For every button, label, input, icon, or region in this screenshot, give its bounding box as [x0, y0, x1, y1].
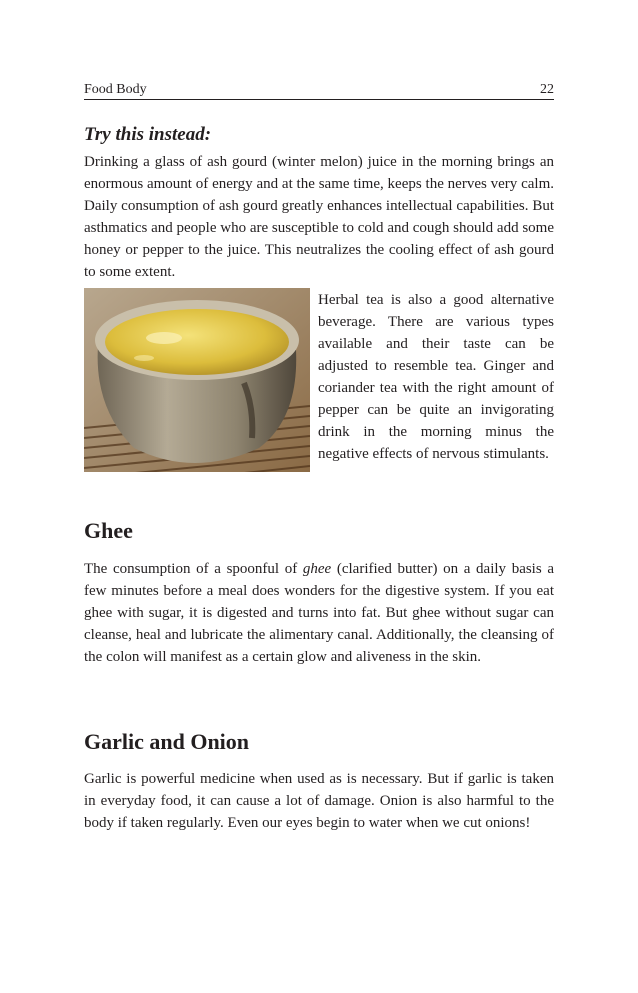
- ash-gourd-paragraph: Drinking a glass of ash gourd (winter melon) juice in the morning brings an enormous amount of energy and at the same time, keeps the nerves very calm. Daily consumption of ash gourd greatly enhances intellectual capabilities. But asthmatics and people who are susceptible to cold and cough should add some honey or pepper to the juice. This neutralizes the cooling effect of ash gourd to some extent.: [84, 154, 554, 280]
- book-title: Food Body: [84, 82, 147, 97]
- ghee-text-before: The consumption of a spoonful of: [84, 561, 303, 577]
- ghee-text-after: (clarified butter) on a daily basis a few minutes before a meal does wonders for the digestive system. If you eat ghee with sugar, it is digested and turns into fat. But ghee without sugar can cleanse, heal and lubricate the alimentary canal. Additionally, the cleansing of the colon will manifest as a certain glow and aliveness in the skin.: [84, 561, 554, 665]
- running-header: [84, 80, 554, 100]
- try-instead-heading: Try this instead:: [84, 124, 212, 145]
- herbal-tea-paragraph: Herbal tea is also a good alternative beverage. There are various types available and their taste can be adjusted to resemble tea. Ginger and coriander tea with the right amount of pepper can be quite an invigorating drink in the morning minus the negative effects of nervous stimulants.: [318, 292, 554, 462]
- ghee-heading: Ghee: [84, 518, 133, 543]
- garlic-onion-heading: Garlic and Onion: [84, 729, 250, 754]
- ghee-paragraph: [84, 558, 554, 668]
- herbal-tea-photo: [84, 288, 310, 472]
- page-number: 22: [540, 82, 554, 97]
- ghee-term: ghee: [302, 561, 332, 577]
- garlic-onion-paragraph: Garlic is powerful medicine when used as is necessary. But if garlic is taken in everyday food, it can cause a lot of damage. Onion is also harmful to the body if taken regularly. Even our eyes begin to water when we cut onions!: [84, 771, 554, 831]
